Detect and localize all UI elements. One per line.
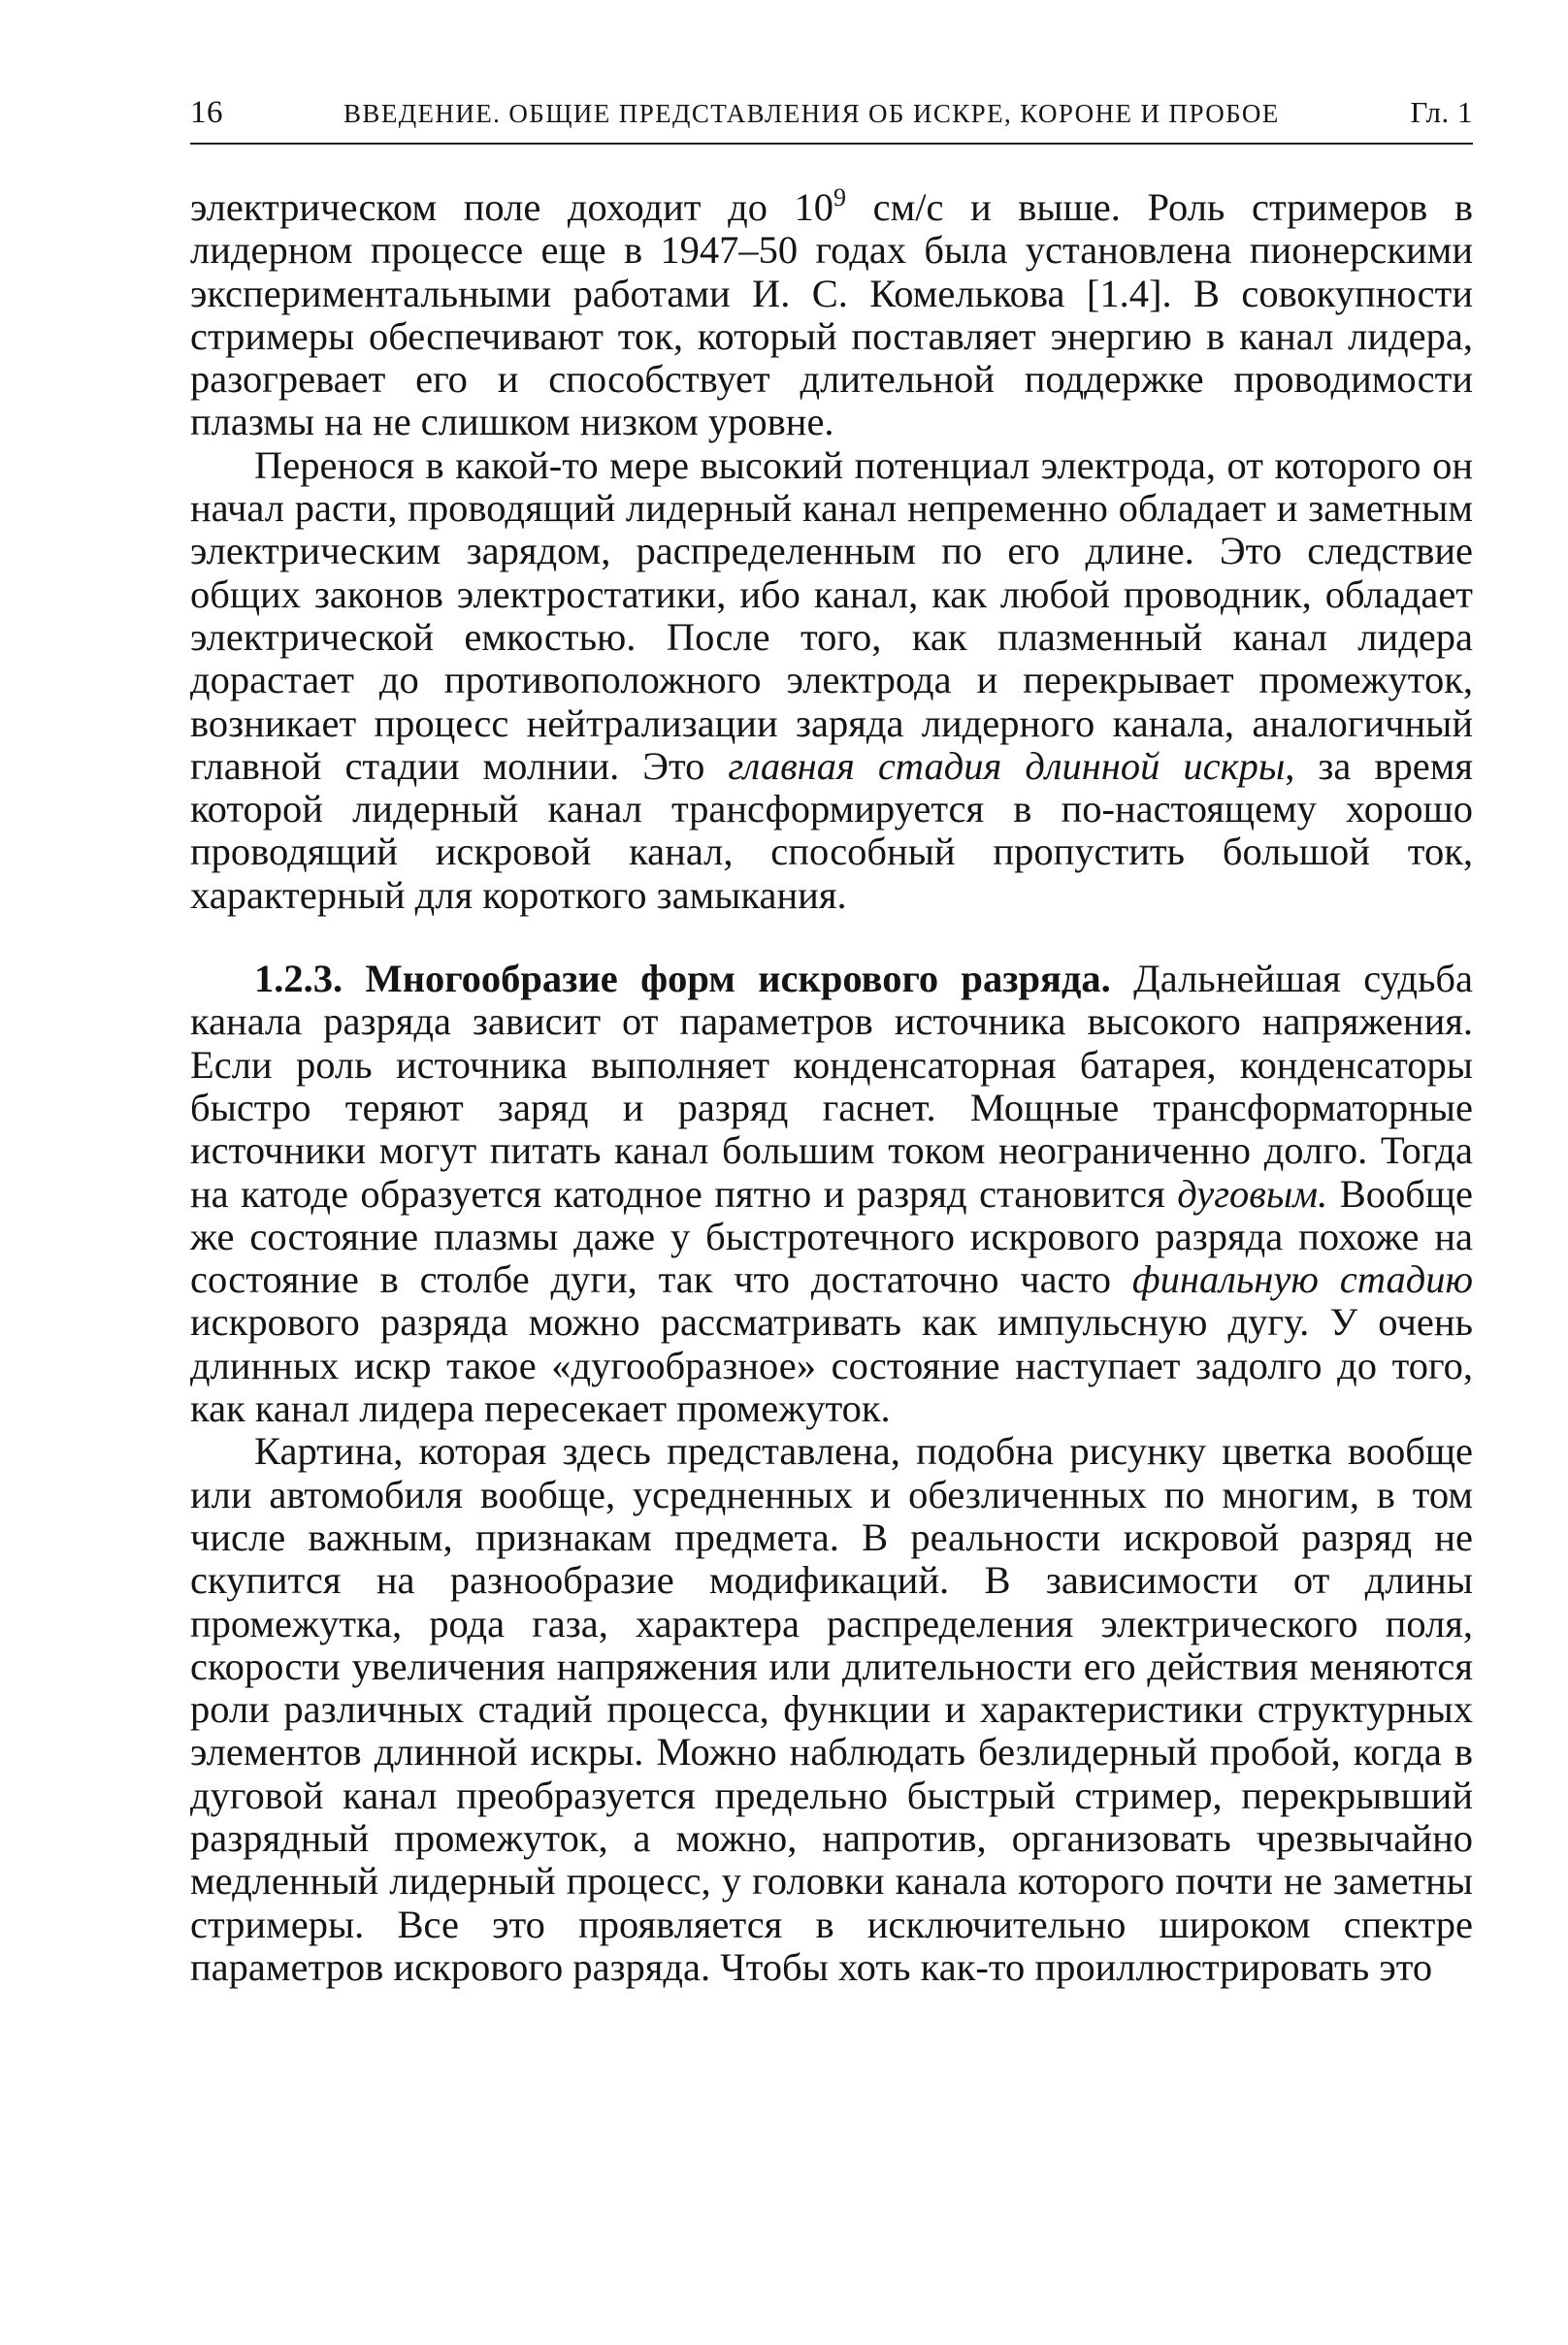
italic-term: главная стадия длинной искры — [728, 743, 1286, 788]
section-paragraph — [190, 958, 1473, 1430]
italic-term: дуговым. — [1177, 1171, 1328, 1216]
paragraph-2 — [190, 444, 1473, 917]
italic-term: финальную стадию — [1131, 1257, 1473, 1302]
paragraph-1-text-b: см/с и выше. Роль стримеров в лидерном процессе еще в 1947–50 годах была установлена пионерскими экспериментальными работами И. С. Комелькова [1.4]. В совокупности стримеры обеспечивают ток, который поставляет энергию в канал лидера, разогревает его и способствует длительной поддержке проводимости плазмы на не слишком низком уровне. — [190, 185, 1474, 444]
header-rule — [190, 143, 1473, 145]
paragraph-2-text-b: , за время которой лидерный канал трансформируется в по-настоящему хорошо проводящий искровой канал, способный пропустить большой ток, характерный для короткого замыкания. — [190, 743, 1473, 917]
section-number: 1.2.3. — [254, 957, 343, 1001]
running-title: ВВЕДЕНИЕ. ОБЩИЕ ПРЕДСТАВЛЕНИЯ ОБ ИСКРЕ, КОРОНЕ И ПРОБОЕ — [343, 99, 1280, 128]
paragraph-1-text-a: электрическом поле доходит до 10 — [190, 185, 834, 229]
section-text-b: Вообще же состояние плазмы даже у быстротечного искрового разряда похоже на состояние в столбе дуги, так что достаточно часто — [190, 1171, 1473, 1302]
page-body — [190, 183, 1474, 1989]
chapter-label: Гл. 1 — [1410, 95, 1473, 129]
section-text-c: искрового разряда можно рассматривать как импульсную дугу. У очень длинных искр такое «дугообразное» состояние наступает задолго до того, как канал лидера пересекает промежуток. — [190, 1300, 1473, 1431]
paragraph-4 — [190, 1430, 1473, 1989]
page-header — [190, 87, 1473, 138]
paragraph-1 — [190, 183, 1474, 444]
exponent: 9 — [833, 183, 847, 212]
page-number: 16 — [190, 95, 223, 130]
paragraph-4-text: Картина, которая здесь представлена, подобна рисунку цветка вообще или автомобиля вообще, усредненных и обезличенных по многим, в том числе важным, признакам предмета. В реальности искровой разряд не скупится на разнообразие модификаций. В зависимости от длины промежутка, рода газа, характера распределения электрического поля, скорости увеличения напряжения или длительности его действия меняются роли различных стадий процесса, функции и характеристики структурных элементов длинной искры. Можно наблюдать безлидерный пробой, когда в дуговой канал преобразуется предельно быстрый стример, перекрывший разрядный промежуток, а можно, напротив, организовать чрезвычайно медленный лидерный процесс, у головки канала которого почти не заметны стримеры. Все это проявляется в исключительно широком спектре параметров искрового разряда. Чтобы хоть как-то проиллюстрировать это — [190, 1429, 1473, 1989]
section-text-a: Дальнейшая судьба канала разряда зависит от параметров источника высокого напряжения. Если роль источника выполняет конденсаторная батарея, конденсаторы быстро теряют заряд и разряд гаснет. Мощные трансформаторные источники могут питать канал большим током неограниченно долго. Тогда на катоде образуется катодное пятно и разряд становится — [190, 957, 1473, 1216]
section-title: Многообразие форм искрового разряда. — [365, 957, 1111, 1001]
paragraph-2-text-a: Перенося в какой-то мере высокий потенциал электрода, от которого он начал расти, проводящий лидерный канал непременно обладает и заметным электрическим зарядом, распределенным по его длине. Это следствие общих законов электростатики, ибо канал, как любой проводник, обладает электрической емкостью. После того, как плазменный канал лидера дорастает до противоположного электрода и перекрывает промежуток, возникает процесс нейтрализации заряда лидерного канала, аналогичный главной стадии молнии. Это — [190, 442, 1473, 788]
